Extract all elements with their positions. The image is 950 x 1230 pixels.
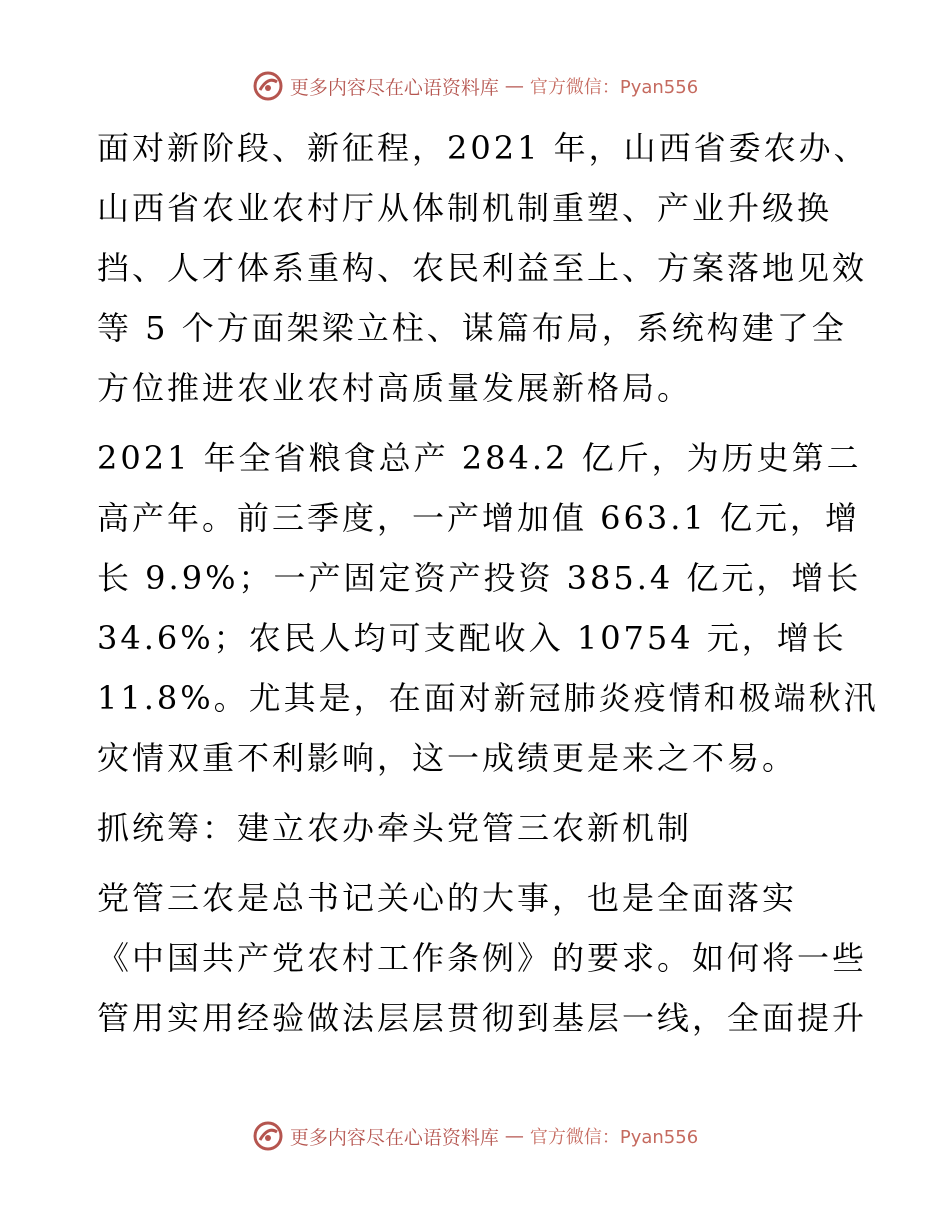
watermark-header — [0, 70, 950, 102]
text-line: 11.8%。尤其是，在面对新冠肺炎疫情和极端秋汛 — [97, 679, 879, 717]
text-line: 《中国共产党农村工作条例》的要求。如何将一些 — [97, 939, 868, 977]
paragraph-statistics — [97, 428, 879, 788]
text-line: 灾情双重不利影响，这一成绩更是来之不易。 — [97, 739, 798, 777]
text-line: 等 5 个方面架梁立柱、谋篇布局，系统构建了全 — [97, 309, 847, 347]
text-line: 挡、人才体系重构、农民利益至上、方案落地见效 — [97, 249, 868, 287]
text-line: 面对新阶段、新征程，2021 年，山西省委农办、 — [97, 129, 869, 167]
text-line: 抓统筹：建立农办牵头党管三农新机制 — [97, 809, 693, 847]
text-line: 34.6%；农民人均可支配收入 10754 元，增长 — [97, 619, 847, 657]
watermark-separator: — — [504, 75, 524, 97]
text-line: 管用实用经验做法层层贯彻到基层一线，全面提升 — [97, 999, 868, 1037]
text-line: 2021 年全省粮食总产 284.2 亿斤，为历史第二 — [97, 439, 862, 477]
watermark-main-text: 更多内容尽在心语资料库 — [289, 76, 499, 99]
text-line: 方位推进农业农村高质量发展新格局。 — [97, 369, 693, 407]
paragraph-intro — [97, 118, 867, 418]
watermark-footer — [0, 1120, 950, 1152]
watermark-separator: — — [504, 1125, 524, 1147]
watermark-main-text: 更多内容尽在心语资料库 — [289, 1126, 499, 1149]
text-line: 长 9.9%；一产固定资产投资 385.4 亿元，增长 — [97, 559, 862, 597]
text-line: 山西省农业农村厅从体制机制重塑、产业升级换 — [97, 189, 833, 227]
document-body — [97, 118, 879, 1058]
section-heading — [97, 798, 867, 858]
watermark-contact-text: 官方微信：Pyan556 — [529, 77, 699, 98]
text-line: 高产年。前三季度，一产增加值 663.1 亿元，增 — [97, 499, 860, 537]
text-line: 党管三农是总书记关心的大事，也是全面落实 — [97, 879, 798, 917]
paragraph-party-leadership — [97, 868, 867, 1048]
watermark-contact-text: 官方微信：Pyan556 — [529, 1127, 699, 1148]
seal-logo-icon — [252, 1120, 284, 1152]
seal-logo-icon — [252, 70, 284, 102]
